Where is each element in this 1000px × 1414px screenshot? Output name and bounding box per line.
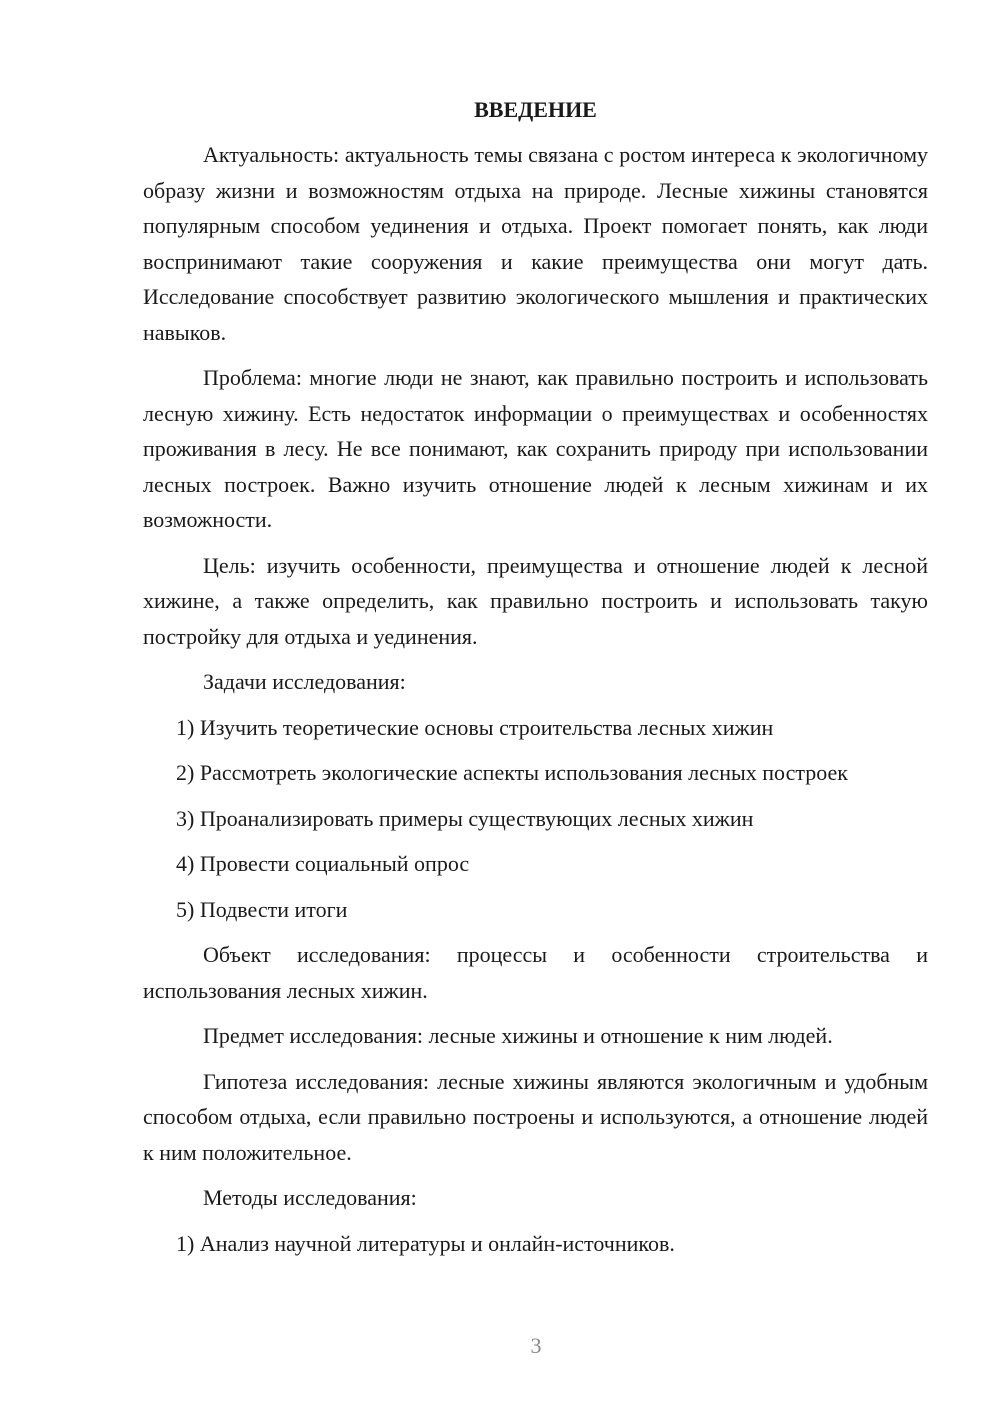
paragraph-goal: Цель: изучить особенности, преимущества и отношение людей к лесной хижине, а также определить, как правильно построить и использовать такую постройку для отдыха и уединения. (143, 552, 928, 649)
methods-heading: Методы исследования: (203, 1185, 417, 1210)
list-item: 1) Изучить теоретические основы строительства лесных хижин (176, 714, 774, 740)
page-title: ВВЕДЕНИЕ (474, 97, 597, 122)
page-number: 3 (530, 1333, 542, 1358)
list-item: 1) Анализ научной литературы и онлайн-источников. (176, 1230, 675, 1256)
paragraph-problem: Проблема: многие люди не знают, как правильно построить и использовать лесную хижину. Есть недостаток информации о преимуществах и особенностях проживания в лесу. Не все понимают, как сохранить природу при использовании лесных построек. Важно изучить отношение людей к лесным хижинам и их возможности. (143, 365, 928, 532)
list-item: 5) Подвести итоги (176, 896, 348, 922)
list-item: 4) Провести социальный опрос (176, 851, 470, 876)
page-content (143, 90, 928, 1271)
paragraph-relevance: Актуальность: актуальность темы связана с ростом интереса к экологичному образу жизни и возможностям отдыха на природе. Лесные хижины становятся популярным способом уединения и отдыха. Проект помогает понять, как люди воспринимают такие сооружения и какие преимущества они могут дать. Исследование способствует развитию экологического мышления и практических навыков. (143, 142, 928, 345)
list-item: 3) Проанализировать примеры существующих лесных хижин (176, 805, 754, 831)
paragraph-hypothesis: Гипотеза исследования: лесные хижины являются экологичным и удобным способом отдыха, если правильно построены и используются, а отношение людей к ним положительное. (143, 1068, 928, 1165)
list-item: 2) Рассмотреть экологические аспекты использования лесных построек (176, 760, 848, 785)
paragraph-object: Объект исследования: процессы и особенности строительства и использования лесных хижин. (143, 942, 928, 1003)
tasks-heading: Задачи исследования: (203, 669, 406, 694)
paragraph-subject: Предмет исследования: лесные хижины и отношение к ним людей. (203, 1023, 833, 1048)
